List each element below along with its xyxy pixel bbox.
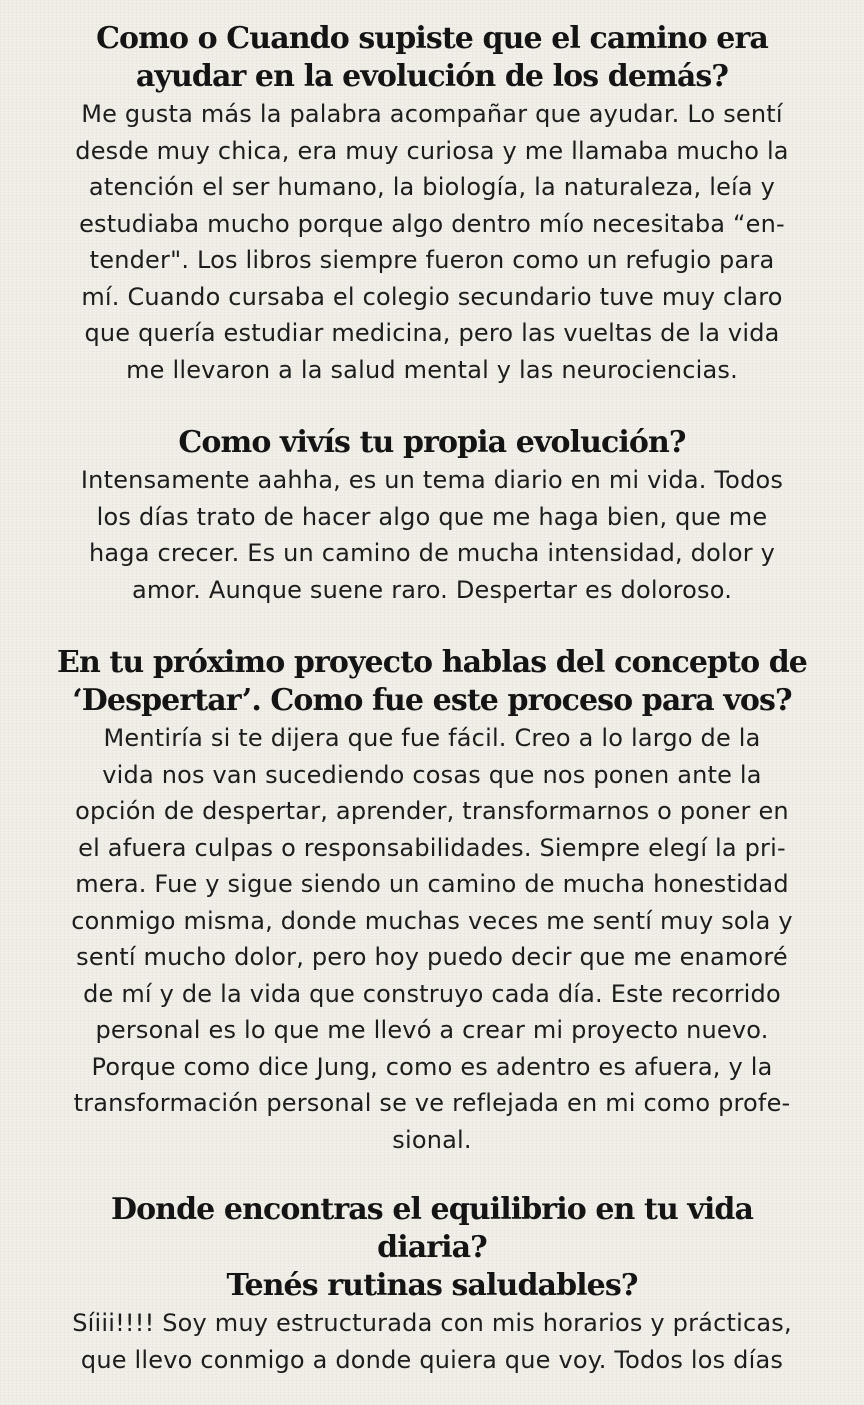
question-heading <box>52 424 812 462</box>
answer-line: me llevaron a la salud mental y las neurociencias. <box>126 355 738 384</box>
question-heading <box>52 20 812 96</box>
qa-section-1 <box>52 20 812 388</box>
section-spacer <box>52 388 812 424</box>
answer-paragraph <box>52 1305 812 1378</box>
qa-section-3 <box>52 644 812 1158</box>
answer-line: Me gusta más la palabra acompañar que ayudar. Lo sentí <box>81 100 783 128</box>
answer-line: haga crecer. Es un camino de mucha intensidad, dolor y <box>88 539 776 567</box>
section-spacer <box>52 1158 812 1191</box>
question-line: ayudar en la evolución de los demás? <box>135 59 729 94</box>
question-line: Donde encontras el equilibrio en tu vida diaria? <box>110 1192 754 1265</box>
answer-line: mí. Cuando cursaba el colegio secundario tuve muy claro <box>81 282 783 311</box>
answer-line: sional. <box>392 1125 472 1154</box>
question-line: Como o Cuando supiste que el camino era <box>96 21 768 56</box>
answer-line: opción de despertar, aprender, transformarnos o poner en <box>75 797 789 825</box>
answer-line: mera. Fue y sigue siendo un camino de mucha honestidad <box>75 870 789 898</box>
answer-line: tender". Los libros siempre fueron como un refugio para <box>89 246 775 274</box>
question-line: ‘Despertar’. Como fue este proceso para vos? <box>72 683 792 718</box>
qa-section-2 <box>52 424 812 608</box>
answer-line: Intensamente aahha, es un tema diario en mi vida. Todos <box>80 466 784 494</box>
question-heading <box>52 644 812 720</box>
section-spacer <box>52 608 812 644</box>
answer-line: que llevo conmigo a donde quiera que voy. Todos los días <box>80 1345 784 1374</box>
answer-paragraph <box>52 96 812 388</box>
answer-line: desde muy chica, era muy curiosa y me llamaba mucho la <box>75 136 789 165</box>
answer-line: estudiaba mucho porque algo dentro mío necesitaba “en- <box>79 209 785 238</box>
answer-line: el afuera culpas o responsabilidades. Siempre elegí la pri- <box>78 833 786 862</box>
answer-line: transformación personal se ve reflejada en mi como profe- <box>73 1089 791 1117</box>
answer-line: atención el ser humano, la biología, la naturaleza, leía y <box>88 173 776 201</box>
answer-line: amor. Aunque suene raro. Despertar es doloroso. <box>131 575 733 604</box>
question-heading <box>52 1191 812 1305</box>
answer-line: Síiii!!!! Soy muy estructurada con mis horarios y prácticas, <box>72 1309 792 1337</box>
answer-line: que quería estudiar medicina, pero las vueltas de la vida <box>84 319 780 347</box>
question-line: Como vivís tu propia evolución? <box>178 425 686 460</box>
question-line: Tenés rutinas saludables? <box>226 1268 638 1303</box>
answer-paragraph <box>52 720 812 1158</box>
answer-line: sentí mucho dolor, pero hoy puedo decir que me enamoré <box>76 943 788 971</box>
answer-paragraph <box>52 462 812 608</box>
question-line: En tu próximo proyecto hablas del concepto de <box>57 645 807 680</box>
answer-line: Porque como dice Jung, como es adentro es afuera, y la <box>91 1052 773 1081</box>
qa-section-4 <box>52 1191 812 1378</box>
answer-line: de mí y de la vida que construyo cada día. Este recorrido <box>83 979 781 1008</box>
answer-line: Mentiría si te dijera que fue fácil. Creo a lo largo de la <box>103 724 761 752</box>
answer-line: vida nos van sucediendo cosas que nos ponen ante la <box>102 760 762 789</box>
answer-line: los días trato de hacer algo que me haga bien, que me <box>96 502 768 531</box>
answer-line: personal es lo que me llevó a crear mi proyecto nuevo. <box>95 1016 769 1044</box>
answer-line: conmigo misma, donde muchas veces me sentí muy sola y <box>71 906 793 935</box>
